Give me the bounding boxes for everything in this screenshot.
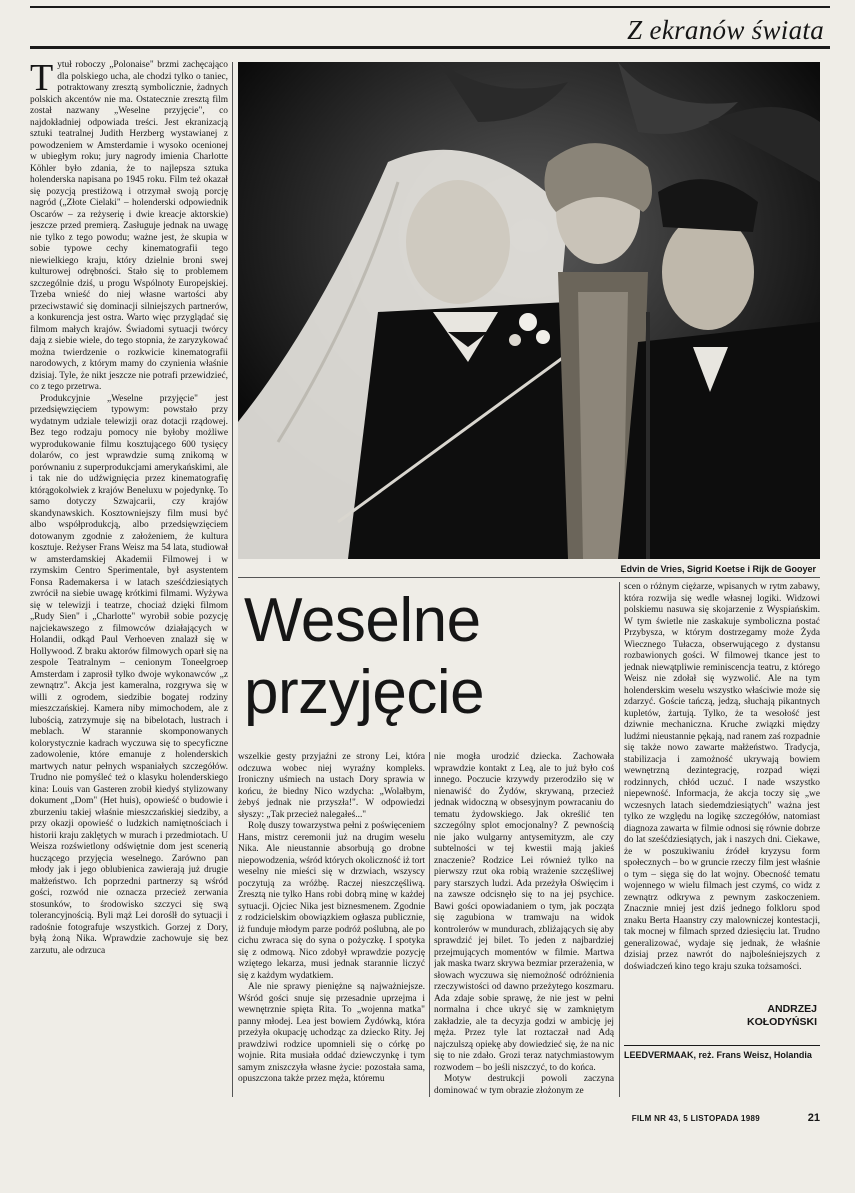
paragraph-8: scen o różnym ciężarze, wpisanych w rytm zabawy, która rozwija się wedle własnej logiki. Widzowi polskiemu nasuwa się skojarzenie z Wyspiańskim. W tym świetle nie zaskakuje symboliczna postać Przybysza, w którym dostrzegamy może Żyda Wiecznego Tułacza, obserwującego z dystansu rozbawionych gości. W filmowej tkance jest to jednak niewątpliwie reminiscencja teatru, z którego Weisz nie zdołał się wyzwolić. Ale na tym holenderskim weselu wszystko właściwie może się zdarzyć. Goście tańczą, jedzą, słuchają pikantnych kupletów, żartują. Tylko, że ta wesołość jest dziwnie mechaniczna. Kruche związki między ludźmi nieustannie pękają, nad ranem zaś rozpadnie się także nowo zawarte małżeństwo. Tradycja, stabilizacja i zamożność ukrywają bowiem wewnętrzną dezintegrację, rozpad więzi rodzinnych, chłód uczuć. I nade wszystko niepewność. Informacja, że akcja toczy się „we wczesnych latach siedemdziesiątych" ważna jest tylko ze względu na logikę szczegółów, natomiast diagnoza zawarta w filmie odnosi się równie dobrze do lat sześćdziesiątych, jak i naszych dni. Ciekawe, że w poszukiwaniu źródeł kryzysu form społecznych – bo w gruncie rzeczy film jest właśnie o tym – sięga się do lat wojny. Obecność tematu wojennego w wielu filmach jest czymś, co widz z zewnątrz odkrywa z pewnym zaskoczeniem. Znacznie mniej jest dziś jednego folkloru spod znaku Berta Haanstry czy malowniczej kontestacji, tak mocnej w filmach sprzed dziesięciu lat. Trudno generalizować, wydaje się jednak, że właśnie dzisiaj przez nawrót do najboleśniejszych z doświadczeń kino tego kraju szuka tożsamości. (624, 582, 820, 972)
column-rule-2 (429, 752, 430, 1097)
photo-caption: Edvin de Vries, Sigrid Koetse i Rijk de Gooyer (620, 564, 816, 574)
article-title (244, 585, 604, 729)
title-line-1: Weselne (244, 586, 481, 655)
paragraph-4: Rolę duszy towarzystwa pełni z poświęceniem Hans, mistrz ceremonii już na drugim weselu Nika. Ale nieustannie absorbują go drobne niepowodzenia, wśród których okoliczność iż tort weselny nie mieści się w drzwiach, wszyscy poczytują za wróżbę. Raczej nieszczęśliwą. Zresztą nie tylko Hans robi dobrą minę w każdej sytuacji. Ojciec Nika jest biznesmenem. Zgodnie z rodzicielskim obowiązkiem ogłasza publicznie, iż funduje młodym parze podróż poślubną, ale po cichu zwraca się do syna o pożyczkę. I spotyka się z odmową. Nico zdobył wprawdzie pozycję wziętego lekarza, musi jednak starannie liczyć się z każdym wydatkiem. (238, 821, 425, 981)
article-column-1 (30, 60, 228, 1095)
film-still-illustration (238, 62, 820, 559)
column-rule-1 (232, 62, 233, 1097)
drop-cap: T (30, 60, 54, 99)
author-byline (624, 1003, 817, 1029)
section-title: Z ekranów świata (627, 15, 824, 45)
paragraph-5: Ale nie sprawy pieniężne są najważniejsze. Wśród gości snuje się przesadnie uprzejma i wewnętrznie spięta Rita. To „wojenna matka" panny młodej. Lea jest bowiem Żydówką, która przeżyła okupację uchodząc za dziecko Rity. Jej prawdziwi rodzice upomnieli się o córkę po wojnie. Rita musiała oddać dziewczynkę i tym samym zniszczyła własne życie: pozostała sama, opuszczona także przez męża, któremu (238, 982, 425, 1084)
page-number: 21 (807, 1112, 820, 1124)
paragraph-1 (30, 60, 228, 394)
paragraph-7: Motyw destrukcji powoli zaczyna dominować w tym obrazie złożonym ze (434, 1074, 614, 1096)
author-last-name: KOŁODYŃSKI (746, 1016, 817, 1028)
paragraph-6: nie mogła urodzić dziecka. Zachowała wprawdzie kontakt z Leą, ale to już było coś innego. Poczucie krzywdy przerodziło się w nienawiść do Żydów, skrywaną, przecież jednak widoczną w obsesyjnym powracaniu do tematu żydowskiego. Jak określić ten szczególny splot emocjonalny? Z pewnością nie jako wulgarny antysemityzm, ale czy subtelności w tej kwestii mają jakieś znaczenie? Rodzice Lei również tylko na pierwszy rzut oka robią wrażenie szczęśliwej pary starszych ludzi. Ada przeżyła Oświęcim i na zawsze odcisnęło się to na jej psychice. Bawi gości opowiadaniem o tym, jak począta się zagubiona w tramwaju na widok kontrolerów w mundurach, zbliżających się aby sprawdzić jej bilet. To jeden z najbardziej przejmujących momentów w filmie. Martwa jak maska twarz skrywa bezmiar przerażenia, w słowach wyczuwa się niemożność odróżnienia rzeczywistości od dawno przeżytego koszmaru. Ada zdaje sobie sprawę, że nie jest w pełni normalna i chce ukryć się w zamkniętym zakładzie, ale ta decyzja godzi w ambicję jej męża. Przez tyle lat roztaczał nad Adą najczulszą opiekę aby dowiedzieć się, że na nic się to nie zdało. Grozi teraz natychmiastowym rozwodem – bo jeśli niszczyć, to do końca. (434, 752, 614, 1073)
film-credit: LEEDVERMAAK, reż. Frans Weisz, Holandia (624, 1045, 820, 1061)
page-footer (30, 1112, 820, 1130)
section-header (30, 6, 830, 49)
caption-rule (238, 577, 820, 578)
column-rule-3 (619, 582, 620, 1097)
issue-folio: FILM NR 43, 5 LISTOPADA 1989 (631, 1114, 760, 1123)
article-column-3 (434, 752, 614, 1097)
author-first-name: ANDRZEJ (767, 1003, 817, 1015)
film-still-photo (238, 62, 820, 559)
paragraph-3: wszelkie gesty przyjaźni ze strony Lei, która odczuwa wobec niej wyraźny kompleks. Ironiczny uśmiech na ustach Dory sprawia w końcu, że biedny Nico wzdycha: „Wolałbym, żebyś jednak nie przyszła!". W odpowiedzi słyszy: „Tak przecież nalegałeś..." (238, 752, 425, 820)
paragraph-2: Produkcyjnie „Weselne przyjęcie" jest przedsięwzięciem typowym: powstało przy wydatnym udziale telewizji oraz dotacji rządowej. Bez tego rodzaju pomocy nie byłoby możliwe wyprodukowanie filmu kosztującego 600 tysięcy dolarów, co jest wprawdzie sumą znikomą w porównaniu z superprodukcjami amerykańskimi, ale i tak nie do udźwignięcia przez kinematografię którągokolwiek z krajów Beneluxu w pojedynkę. To samo dotyczy Szwajcarii, czy krajów skandynawskich. Kosztowniejszy film musi być albo współprodukcją, albo przedsięwzięciem dotowanym zgodnie z założeniem, że kultura kosztuje. Reżyser Frans Weisz ma 54 lata, studiował w amsterdamskiej Akademii Filmowej i w rzymskim Centro Sperimentale, był asystentem Fonsa Rademakersa i w latach sześćdziesiątych zwrócił na siebie uwagę krótkimi filmami. Wyżywa się w telewizji i teatrze, chociaż dzięki filmom „Rudy Sien" i „Charlotte" wyrobił sobie pozycję najciekawszego z filmowców działających w Holandii, odkąd Paul Verhoeven znalazł się w Hollywood. Z braku aktorów filmowych oparł się na zespole Teatralnym – cenionym Toneelgroep Amsterdam i zaprosił tylko dwoje wykonawców „z zewnątrz". Akcja jest kameralna, rozgrywa się w willi z ogrodem, siedzibie bogatej rodziny mieszczańskiej. Kamera niby mimochodem, ale z lubością, zatrzymuje się na bibelotach, lustrach i meblach. W starannie skomponowanych kolorystycznie kadrach wyczuwa się to specyficzne zadowolenie, które emanuje z holenderskich martwych natur pełnych wspaniałych szczegółów. Trudno nie pomyśleć też o klasyku holenderskiego kina: Louis van Gasteren zrobił kiedyś stylizowany dokument „Dom" (Het huis), opowieść o budowie i zburzeniu takiej właśnie mieszczańskiej siedziby, a przy okazji opowieść o ludzkich namiętnościach i historii kraju zaklętych w murach i przedmiotach. U Weisza rozświetlony odświętnie dom jest scenerią huczącego przyjęcia weselnego. Zarówno pan młody jak i jego oblubienica zawierają już drugie małżeństwo. Ich poprzedni partnerzy są wśród gości, rozwód nie oznacza przecież zerwania stosunków, to środowisko szczyci się swą tolerancyjnością. Byli mąż Lei doroślł do sytuacji i radośnie fotografuje wszystkich. Gorzej z Dory, byłą żoną Nika. Wprawdzie zachowuje się bez zarzutu, ale odrzuca (30, 393, 228, 956)
paragraph-1-text: ytuł roboczy „Polonaise" brzmi zachęcająco dla polskiego ucha, ale chodzi tylko o taniec, potraktowany zresztą symbolicznie, żadnych polskich akcentów nie ma. Ostatecznie zresztą film został nazwany „Weselne przyjęcie", co najdokładniej odpowiada treści. Jest ekranizacją sztuki teatralnej Judith Herzberg wystawianej z powodzeniem w Amsterdamie i wysoko ocenionej w ubiegłym roku; jury nagrody imienia Charlotte Köhler było zdania, że to najlepsza sztuka holenderska napisana po 1945 roku. Film też okazał się pozycją prestiżową i otrzymał swoją porcję nagród („Złote Cielaki" – holenderski odpowiednik Oscarów – za reżyserię i dwie kreacje aktorskie) jeszcze przed premierą. Zasługuje jednak na uwagę nie tylko z tego powodu; ważne jest, że skupia w sobie typowe cechy kinematografii tego niewielkiego kraju, który dzielnie broni swej kulturowej odrębności. Stało się to problemem szczególnie dziś, u progu Wspólnoty Europejskiej. Trzeba wnieść do niej własne wartości aby przeciwstawić się dominacji silniejszych partnerów, a konkurencja jest ostra. Warto więc przyglądać się filmom małych krajów. Świadomi sytuacji twórcy dają z siebie wiele, do tego stopnia, że zaryzykować można twierdzenie o rozkwicie kinematografii narodowych, z którym mamy do czynienia właśnie dzisiaj. Tyle, że nikt jeszcze nie potrafi przewidzieć, co z tego przetrwa. (30, 60, 228, 392)
article-column-2 (238, 752, 425, 1097)
header-rule (30, 6, 830, 8)
article-column-4 (624, 582, 820, 1002)
title-line-2: przyjęcie (244, 658, 485, 727)
